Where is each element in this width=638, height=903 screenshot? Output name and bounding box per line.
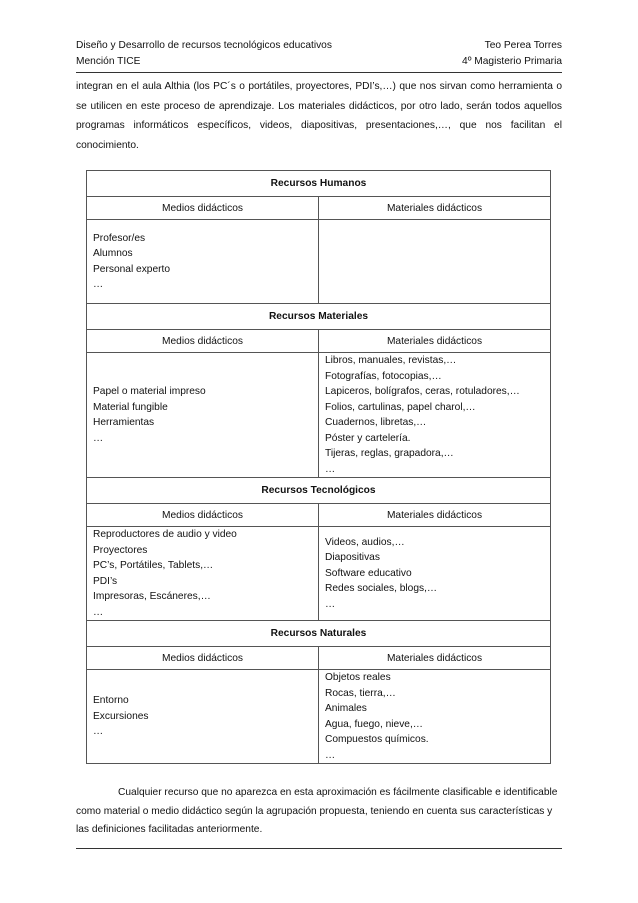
section-title-row — [87, 171, 551, 197]
medios-cell-recursos-humanos — [87, 220, 319, 304]
list-item: Videos, audios,… — [325, 536, 405, 548]
list-item: Personal experto — [93, 263, 171, 275]
column-header-row — [87, 197, 551, 220]
list-item: Fotografías, fotocopias,… — [325, 370, 442, 382]
section-content-row — [87, 353, 551, 478]
section-title-recursos-naturales: Recursos Naturales — [87, 621, 551, 647]
list-item: Alumnos — [93, 248, 133, 259]
list-item: PC’s, Portátiles, Tablets,… — [93, 560, 214, 571]
list-item: Agua, fuego, nieve,… — [325, 718, 423, 730]
list-item: Folios, cartulinas, papel charol,… — [325, 401, 476, 413]
list-item: Póster y cartelería. — [325, 432, 411, 444]
list-item: Lapiceros, bolígrafos, ceras, rotuladores,… — [325, 386, 520, 397]
column-header-medios: Medios didácticos — [87, 197, 319, 220]
list-item: Papel o material impreso — [93, 386, 206, 397]
list-item: Reproductores de audio y video — [93, 529, 237, 540]
header-course-title: Diseño y Desarrollo de recursos tecnológicos educativos — [76, 40, 332, 51]
list-item: … — [325, 749, 336, 761]
section-content-row — [87, 220, 551, 304]
page-header — [76, 38, 562, 69]
header-mention: Mención TICE — [76, 55, 141, 67]
list-item: … — [93, 432, 104, 444]
list-item: Diapositivas — [325, 552, 380, 564]
header-degree: 4º Magisterio Primaria — [462, 55, 562, 67]
medios-cell-recursos-naturales — [87, 670, 319, 764]
list-item: Libros, manuales, revistas,… — [325, 355, 457, 366]
section-title-recursos-tecnologicos: Recursos Tecnológicos — [87, 478, 551, 504]
column-header-row — [87, 330, 551, 353]
materiales-cell-recursos-humanos — [319, 220, 551, 304]
list-item: Software educativo — [325, 567, 412, 579]
list-item: Rocas, tierra,… — [325, 687, 396, 699]
list-item: Proyectores — [93, 544, 148, 556]
section-content-row — [87, 527, 551, 621]
section-title-row — [87, 621, 551, 647]
column-header-medios: Medios didácticos — [87, 330, 319, 353]
list-item: Entorno — [93, 695, 129, 707]
list-item: … — [93, 726, 104, 738]
list-item: … — [325, 463, 336, 475]
section-title-recursos-materiales: Recursos Materiales — [87, 304, 551, 330]
medios-cell-recursos-tecnologicos — [87, 527, 319, 621]
list-item: PDI’s — [93, 575, 118, 587]
list-item: … — [93, 606, 104, 618]
section-title-recursos-humanos: Recursos Humanos — [87, 171, 551, 197]
list-item: Profesor/es — [93, 232, 146, 244]
footer-divider — [76, 848, 562, 849]
column-header-medios: Medios didácticos — [87, 504, 319, 527]
materiales-cell-recursos-materiales — [319, 353, 551, 478]
list-item: Material fungible — [93, 401, 168, 413]
list-item: Excursiones — [93, 710, 149, 722]
list-item: Impresoras, Escáneres,… — [93, 591, 211, 602]
intro-paragraph: integran en el aula Althia (los PC´s o portátiles, proyectores, PDI’s,…) que nos sirvan como herramienta o se utilicen en este proceso de aprendizaje. Los materiales didácticos, por otro lado, serán todos aquellos programas informáticos específicos, videos, diapositivas, presentaciones,…, que nos facilitan el conocimiento. — [76, 81, 562, 151]
header-divider — [76, 72, 562, 73]
list-item: Cuadernos, libretas,… — [325, 417, 427, 428]
column-header-row — [87, 504, 551, 527]
closing-text: Cualquier recurso que no aparezca en esta aproximación es fácilmente clasificable e identificable como material o medio didáctico según la agrupación propuesta, teniendo en cuenta sus características y las definiciones facilitadas anteriormente. — [76, 787, 558, 835]
list-item: Tijeras, reglas, grapadora,… — [325, 448, 454, 459]
column-header-materiales: Materiales didácticos — [319, 504, 551, 527]
section-title-row — [87, 304, 551, 330]
list-item: … — [93, 279, 104, 290]
column-header-row — [87, 647, 551, 670]
column-header-materiales: Materiales didácticos — [319, 197, 551, 220]
section-content-row — [87, 670, 551, 764]
medios-cell-recursos-materiales — [87, 353, 319, 478]
column-header-materiales: Materiales didácticos — [319, 330, 551, 353]
list-item: Redes sociales, blogs,… — [325, 583, 438, 595]
list-item: Herramientas — [93, 417, 155, 428]
list-item: … — [325, 598, 336, 610]
section-title-row — [87, 478, 551, 504]
header-author: Teo Perea Torres — [484, 40, 562, 51]
list-item: Animales — [325, 703, 367, 714]
column-header-materiales: Materiales didácticos — [319, 647, 551, 670]
column-header-medios: Medios didácticos — [87, 647, 319, 670]
list-item: Objetos reales — [325, 672, 391, 683]
materiales-cell-recursos-naturales — [319, 670, 551, 764]
resources-table — [86, 170, 551, 764]
materiales-cell-recursos-tecnologicos — [319, 527, 551, 621]
list-item: Compuestos químicos. — [325, 734, 429, 745]
closing-paragraph — [76, 784, 562, 840]
